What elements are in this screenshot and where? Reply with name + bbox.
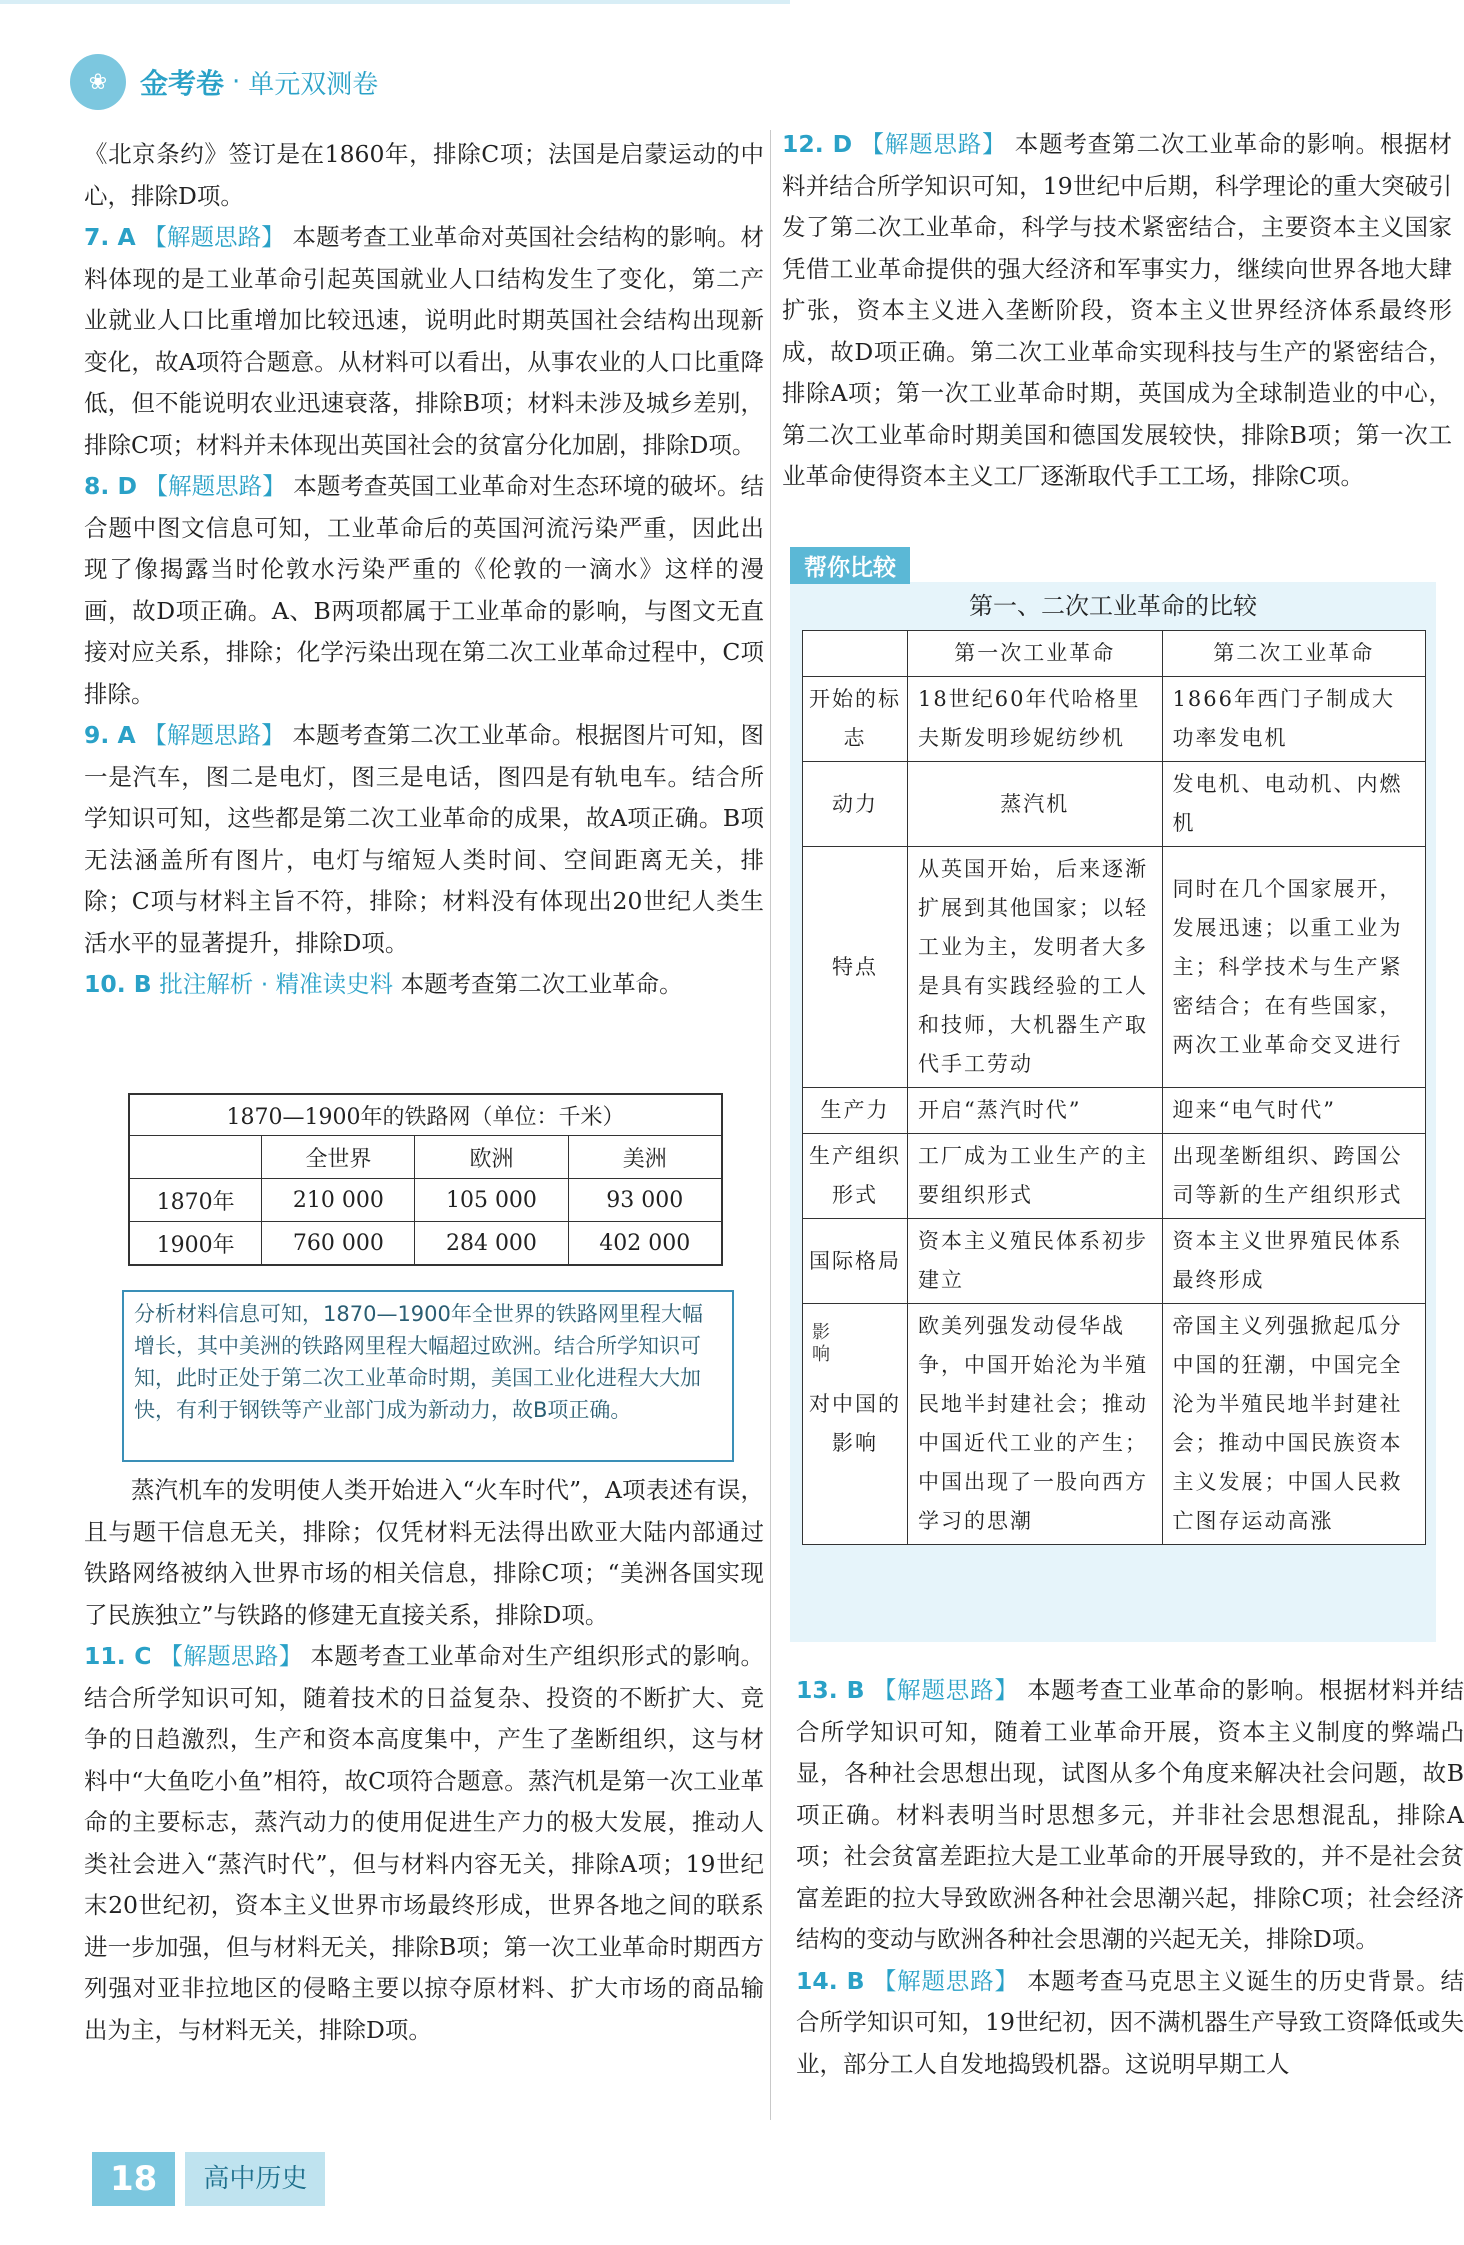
right-column-continued [796,1670,1464,2085]
row-header: 对中国的影响 [803,1304,908,1545]
answer-8 [84,466,764,715]
table-header-cell: 美洲 [568,1136,722,1179]
table-cell: 18世纪60年代哈格里夫斯发明珍妮纺纱机 [908,677,1163,762]
compare-badge: 帮你比较 [790,547,910,584]
table-row [803,1088,1426,1134]
row-header: 特点 [803,847,908,1088]
answer-text: 本题考查工业革命对生产组织形式的影响。结合所学知识可知，随着技术的日益复杂、投资的不断扩大、竞争的日趋激烈，生产和资本高度集中，产生了垄断组织，这与材料中“大鱼吃小鱼”相符，故C项符合题意。蒸汽机是第一次工业革命的主要标志，蒸汽动力的使用促进生产力的极大发展，推动人类社会进入“蒸汽时代”，但与材料内容无关，排除A项；19世纪末20世纪初，资本主义世界市场最终形成，世界各地之间的联系进一步加强，但与材料无关，排除B项；第一次工业革命时期西方列强对亚非拉地区的侵略主要以掠夺原材料、扩大市场的商品输出为主，与材料无关，排除D项。 [84,1642,764,2044]
comparison-table [802,630,1426,1545]
table-row [803,762,1426,847]
railway-table [128,1093,723,1266]
table-header-cell: 第二次工业革命 [1162,631,1426,677]
table-cell: 发电机、电动机、内燃机 [1162,762,1426,847]
table-header-cell: 欧洲 [415,1136,568,1179]
q-number: 9. A [84,721,136,749]
impact-group-label: 影响 [812,1322,830,1365]
table-header-cell: 第一次工业革命 [908,631,1163,677]
q-number: 14. B [796,1966,865,1995]
table-row [129,1179,722,1222]
table-cell: 帝国主义列强掀起瓜分中国的狂潮，中国完全沦为半殖民地半封建社会；推动中国民族资本主义发展；中国人民救亡图存运动高涨 [1162,1304,1426,1545]
top-rule [0,0,790,4]
analysis-tag: 【解题思路】 [144,472,286,500]
annotation-note: 分析材料信息可知，1870—1900年全世界的铁路网里程大幅增长，其中美洲的铁路网里程大幅超过欧洲。结合所学知识可知，此时正处于第二次工业革命时期，美国工业化进程大大加快，有利于钢铁等产业部门成为新动力，故B项正确。 [122,1290,734,1462]
comparison-title: 第一、二次工业革命的比较 [969,592,1257,620]
left-column-continued [84,1470,764,2051]
answer-9 [84,715,764,964]
footer [92,2152,325,2206]
table-cell: 蒸汽机 [908,762,1163,847]
answer-fragment: 《北京条约》签订是在1860年，排除C项；法国是启蒙运动的中心，排除D项。 [84,140,764,210]
answer-11 [84,1636,764,2051]
table-cell: 93 000 [568,1179,722,1222]
table-row [803,1134,1426,1219]
annotation-tag: 批注解析 · 精准读史料 [159,970,394,998]
table-row [803,1304,1426,1545]
table-cell: 同时在几个国家展开，发展迅速；以重工业为主；科学技术与生产紧密结合；在有些国家，两次工业革命交叉进行 [1162,847,1426,1088]
answer-10 [84,964,764,1006]
row-header: 生产组织形式 [803,1134,908,1219]
analysis-tag: 【解题思路】 [143,721,285,749]
table-row [803,1219,1426,1304]
answer-12 [782,124,1452,498]
answer-7 [84,217,764,466]
table-cell: 资本主义殖民体系初步建立 [908,1219,1163,1304]
header [70,52,378,112]
table-cell: 1900年 [129,1222,262,1266]
answer-text: 本题考查第二次工业革命的影响。根据材料并结合所学知识可知，19世纪中后期，科学理论的重大突破引发了第二次工业革命，科学与技术紧密结合，主要资本主义国家凭借工业革命提供的强大经济和军事实力，继续向世界各地大肆扩张，资本主义进入垄断阶段，资本主义世界经济体系最终形成，故D项正确。第二次工业革命实现科技与生产的紧密结合，排除A项；第一次工业革命时期，英国成为全球制造业的中心，第二次工业革命时期美国和德国发展较快，排除B项；第一次工业革命使得资本主义工厂逐渐取代手工工场，排除C项。 [782,130,1452,490]
analysis-tag: 【解题思路】 [872,1966,1019,1995]
answer-text: 本题考查英国工业革命对生态环境的破坏。结合题中图文信息可知，工业革命后的英国河流污染严重，因此出现了像揭露当时伦敦水污染严重的《伦敦的一滴水》这样的漫画，故D项正确。A、B两项都属于工业革命的影响，与图文无直接对应关系，排除；化学污染出现在第二次工业革命过程中，C项排除。 [84,472,765,708]
table-cell: 出现垄断组织、跨国公司等新的生产组织形式 [1162,1134,1426,1219]
analysis-tag: 【解题思路】 [143,223,285,251]
table-cell: 402 000 [568,1222,722,1266]
row-header: 开始的标志 [803,677,908,762]
subject-label: 高中历史 [185,2152,325,2206]
railway-table-caption: 1870—1900年的铁路网（单位：千米） [129,1094,722,1136]
table-cell: 欧美列强发动侵华战争，中国开始沦为半殖民地半封建社会；推动中国近代工业的产生；中国出现了一股向西方学习的思潮 [908,1304,1163,1545]
left-column [84,134,764,1006]
brand-name: 金考卷 [140,67,225,100]
table-row [803,677,1426,762]
analysis-tag: 【解题思路】 [872,1676,1019,1704]
column-divider [770,130,771,2120]
answer-14 [796,1961,1464,2086]
table-cell: 1870年 [129,1179,262,1222]
table-corner [803,631,908,677]
page-number: 18 [92,2152,175,2206]
answer-10-continued: 蒸汽机车的发明使人类开始进入“火车时代”，A项表述有误，且与题干信息无关，排除；仅凭材料无法得出欧亚大陆内部通过铁路网络被纳入世界市场的相关信息，排除C项；“美洲各国实现了民族独立”与铁路的修建无直接关系，排除D项。 [84,1476,764,1629]
table-cell: 210 000 [262,1179,415,1222]
answer-text: 本题考查第二次工业革命。根据图片可知，图一是汽车，图二是电灯，图三是电话，图四是有轨电车。结合所学知识可知，这些都是第二次工业革命的成果，故A项正确。B项无法涵盖所有图片，电灯与缩短人类时间、空间距离无关，排除；C项与材料主旨不符，排除；材料没有体现出20世纪人类生活水平的显著提升，排除D项。 [84,721,764,957]
header-subtitle: 单元双测卷 [248,69,379,100]
row-header: 动力 [803,762,908,847]
table-cell: 迎来“电气时代” [1162,1088,1426,1134]
table-cell: 284 000 [415,1222,568,1266]
table-cell: 资本主义世界殖民体系最终形成 [1162,1219,1426,1304]
table-cell: 工厂成为工业生产的主要组织形式 [908,1134,1163,1219]
q-number: 10. B [84,970,152,998]
row-header: 国际格局 [803,1219,908,1304]
q-number: 7. A [84,223,136,251]
answer-13 [796,1670,1464,1961]
answer-text: 本题考查马克思主义诞生的历史背景。结合所学知识可知，19世纪初，因不满机器生产导致工资降低或失业，部分工人自发地捣毁机器。这说明早期工人 [796,1966,1464,2078]
table-header-cell: 全世界 [262,1136,415,1179]
table-header-cell [129,1136,262,1179]
table-row [803,847,1426,1088]
header-separator: · [232,67,241,97]
q-number: 11. C [84,1642,152,1670]
analysis-tag: 【解题思路】 [860,130,1007,158]
q-number: 8. D [84,472,138,500]
shield-logo-icon: ❀ [70,54,126,110]
table-cell: 1866年西门子制成大功率发电机 [1162,677,1426,762]
answer-text: 本题考查第二次工业革命。 [400,970,683,998]
table-cell: 760 000 [262,1222,415,1266]
q-number: 13. B [796,1676,865,1704]
analysis-tag: 【解题思路】 [159,1642,303,1670]
answer-text: 本题考查工业革命的影响。根据材料并结合所学知识可知，随着工业革命开展，资本主义制度的弊端凸显，各种社会思想出现，试图从多个角度来解决社会问题，故B项正确。材料表明当时思想多元，并非社会思想混乱，排除A项；社会贫富差距拉大是工业革命的开展导致的，并不是社会贫富差距的拉大导致欧洲各种社会思潮兴起，排除C项；社会经济结构的变动与欧洲各种社会思潮的兴起无关，排除D项。 [796,1676,1464,1953]
row-header: 生产力 [803,1088,908,1134]
right-column [782,124,1452,498]
q-number: 12. D [782,130,853,158]
table-cell: 从英国开始，后来逐渐扩展到其他国家；以轻工业为主，发明者大多是具有实践经验的工人和技师，大机器生产取代手工劳动 [908,847,1163,1088]
table-row [129,1222,722,1266]
answer-text: 本题考查工业革命对英国社会结构的影响。材料体现的是工业革命引起英国就业人口结构发生了变化，第二产业就业人口比重增加比较迅速，说明此时期英国社会结构出现新变化，故A项符合题意。从材料可以看出，从事农业的人口比重降低，但不能说明农业迅速衰落，排除B项；材料未涉及城乡差别，排除C项；材料并未体现出英国社会的贫富分化加剧，排除D项。 [84,223,764,459]
table-cell: 105 000 [415,1179,568,1222]
table-cell: 开启“蒸汽时代” [908,1088,1163,1134]
